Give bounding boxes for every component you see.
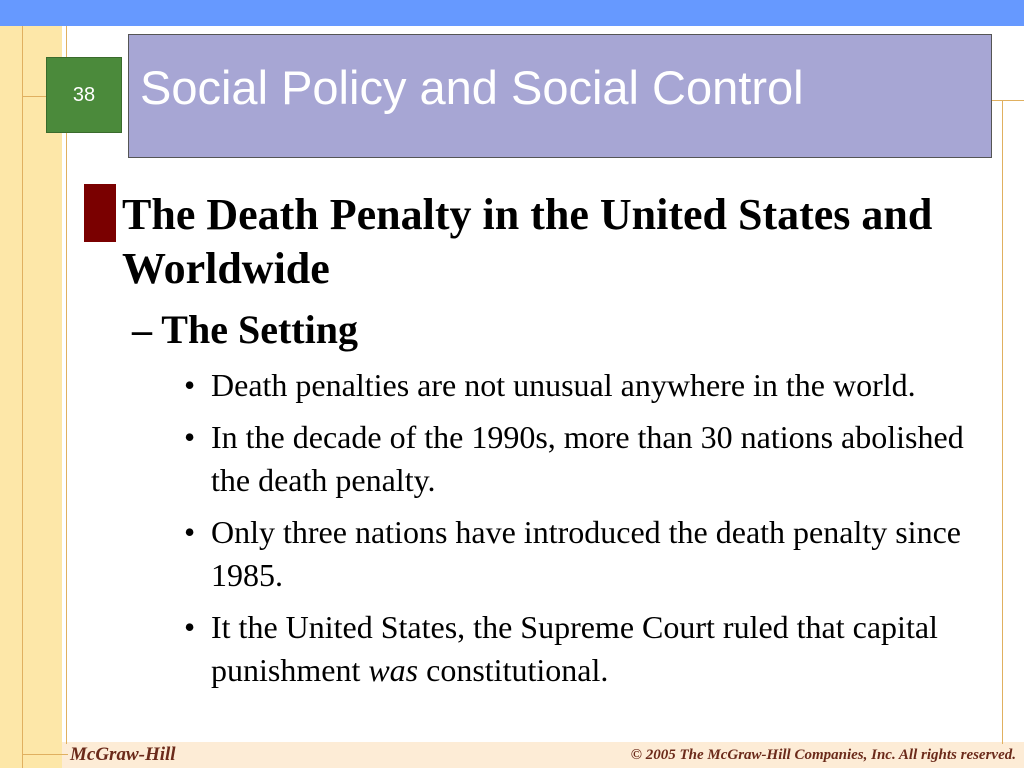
list-item: • In the decade of the 1990s, more than 30 nations abolished the death penalty.: [184, 416, 1004, 502]
slide-number: 38: [46, 57, 122, 133]
list-item: • Only three nations have introduced the death penalty since 1985.: [184, 511, 1004, 597]
top-band: [0, 0, 1024, 26]
decorative-line: [22, 754, 68, 755]
heading-bullet-icon: [84, 184, 116, 242]
sub-heading: – The Setting: [132, 307, 358, 352]
main-heading: The Death Penalty in the United States and Worldwide: [122, 190, 933, 293]
emphasis-text: was: [368, 652, 419, 688]
copyright-footer: © 2005 The McGraw-Hill Companies, Inc. All rights reserved.: [630, 747, 1016, 763]
list-item-text: It the United States, the Supreme Court ruled that capital punishment: [211, 609, 938, 688]
bullet-list: [184, 364, 1004, 701]
decorative-line: [22, 96, 48, 97]
decorative-line: [66, 26, 67, 744]
list-item: • Death penalties are not unusual anywhere in the world.: [184, 364, 1004, 407]
decorative-line: [22, 26, 23, 768]
left-margin-strip: [0, 26, 62, 768]
slide-title: Social Policy and Social Control: [140, 61, 804, 114]
decorative-line: [992, 100, 1024, 101]
publisher-footer: McGraw-Hill: [70, 744, 176, 765]
list-item: [184, 606, 1004, 692]
list-item-text: constitutional.: [418, 652, 609, 688]
